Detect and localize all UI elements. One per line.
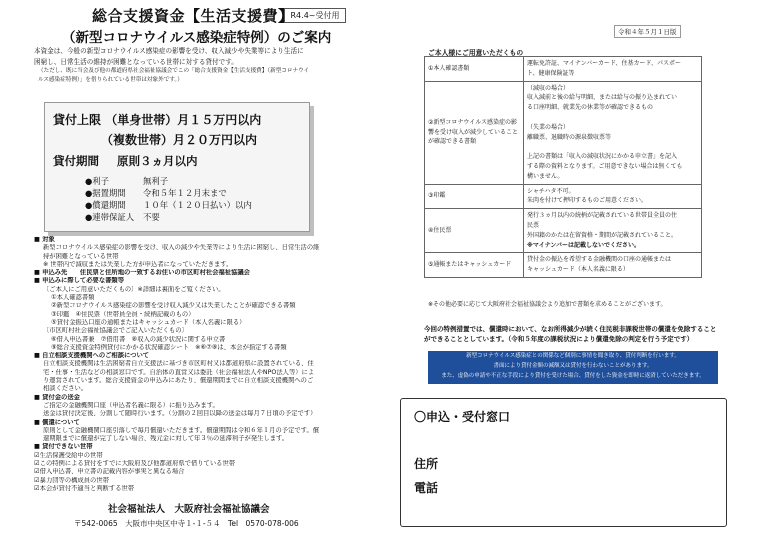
intro-note: （ただし、既に当会及び他の都道府県社会福祉協議会でこの「総合支援資金【生活支援費】（新型コロナウイ	[38, 68, 310, 75]
loan-bullet	[85, 199, 252, 211]
application-window-box	[400, 398, 727, 527]
loan-bullet-value: １０年（１２０日払い）以内	[143, 200, 252, 210]
section-line: ☑本会が貸付不適当と判断する世帯	[34, 484, 135, 492]
special-line: ができることとしています。（令和５年度の課税状況により償還免除の判定を行う予定です）	[424, 335, 694, 343]
section-line: ご指定の金融機関口座（申込者名義に限る）に振り込みます。	[43, 401, 219, 409]
section-line: 〔ご本人にご用意いただくもの〕※詳細は裏面をご覧ください。	[43, 285, 225, 293]
document-detail-line: シャチハタ不可。	[527, 187, 575, 195]
caution-box	[428, 351, 718, 384]
document-detail-line: する際の資料となります。ご用意できない場合は無くても	[527, 162, 683, 170]
document-detail-line: （減収の場合）	[527, 84, 570, 92]
section-line: ①本人確認書類	[51, 294, 95, 302]
section-heading: ■ 申込みに際して必要な書類等	[34, 277, 125, 285]
page-title: 総合支援資金【生活支援費】	[92, 7, 294, 25]
document-detail-line: 外国籍のかたは在留資格・期間が記載されていること。	[527, 231, 678, 239]
loan-bullet-value: 無利子	[143, 176, 169, 186]
section-line: 送金は貸付決定後、分割して随時行います。（分割の２回目以降の送金は毎月７日頃の予定です）	[43, 410, 317, 418]
documents-row	[425, 57, 702, 82]
document-detail-line: 民票	[527, 221, 540, 229]
document-detail	[524, 253, 702, 278]
section-heading: ■ 償還について	[34, 418, 80, 426]
section-heading: ■ 貸付できない世帯	[34, 443, 93, 451]
window-title: 〇申込・受付窓口	[414, 410, 511, 424]
loan-multi-value: （複数世帯）月２０万円以内	[101, 133, 258, 147]
section-line: 新型コロナウイルス感染症の影響を受け、収入の減少や失業等により生活に困窮し、日常生活の維	[43, 244, 320, 252]
loan-period-label: 貸付期間	[53, 154, 99, 168]
document-detail	[524, 57, 702, 82]
section-line: ☑この特例による貸付をすでに大阪府及び他都道府県で借りている世帯	[34, 460, 236, 468]
loan-summary-box	[44, 102, 310, 232]
info-sections	[34, 236, 356, 493]
document-detail	[524, 184, 702, 209]
document-detail-line: 発行３ヵ月以内の続柄が記載されている世帯員全員の住	[527, 212, 678, 220]
section-line: ②新型コロナウイルス感染症の影響を受け収入減少又は失業したことが確認できる書類	[51, 302, 296, 310]
apply-badge: R4.4~受付用	[284, 8, 346, 23]
document-detail-line: 朱肉を付けて押印するものご用意ください。	[527, 197, 648, 205]
loan-single-value: （単身世帯）月１５万円以内	[105, 113, 262, 127]
loan-bullet-value: 令和５年１２月末まで	[143, 188, 227, 198]
document-detail-line: 収入減前と後の給与明細、または給与の振り込まれてい	[527, 94, 678, 102]
document-detail-line: ト、健康保険証等	[527, 69, 575, 77]
loan-period	[53, 153, 198, 169]
intro-text	[34, 46, 356, 84]
section-line: ☑生活保護受給中の世帯	[34, 451, 103, 459]
document-detail-line: 貸付金の振込を希望する金融機関の口座の通帳または	[527, 256, 672, 264]
loan-bullet-key: ●利子	[85, 176, 110, 186]
document-item: ③印鑑	[425, 184, 524, 209]
section-heading: ■ 申込み先 住民票と住所地の一致するお住いの市区町村社会福祉協議会	[34, 269, 250, 277]
section-line: り運営されています。総合支援資金の申込みにあたり、償還期間までに自立相談支援機関へのご	[43, 377, 314, 385]
document-detail-line: ※マイナンバーは記載しないでください。	[527, 241, 640, 249]
section-line: 宅・仕事・生活などの相談窓口です。自治体の直営又は委託（社会福祉法人やNPO法人等）によ	[43, 368, 315, 376]
special-measure-note	[424, 324, 724, 344]
document-detail-line: 運転免許証、マイナンバーカード、住基カード、パスポー	[527, 60, 681, 67]
intro-line: 本資金は、今般の新型コロナウイルス感染症の影響を受け、収入減少や失業等により生活に	[34, 47, 304, 55]
loan-bullet	[85, 187, 227, 199]
page-subtitle: （新型コロナウイルス感染症特例）のご案内	[62, 30, 332, 46]
section-line: 相談ください。	[43, 385, 88, 393]
organization-name: 社会福祉法人 大阪府社会福祉協議会	[108, 504, 270, 515]
loan-bullet	[85, 211, 160, 223]
document-item: ⑤通帳またはキャッシュカード	[425, 253, 524, 278]
section-line: ⑥借入申込書兼 ⑦借用書 ⑧収入の減少状況に関する申立書	[51, 335, 226, 343]
document-item: ④住民票	[425, 209, 524, 253]
loan-bullet-key: ●据置期間	[85, 188, 126, 198]
documents-table	[424, 56, 702, 278]
section-line: 持が困難となっている世帯	[43, 252, 119, 260]
loan-limit-single	[53, 111, 261, 128]
section-line: ☑借入申込書、申立書の記載内容が事実と異なる場合	[34, 468, 185, 476]
section-line: ③印鑑 ④住民票（世帯員全員・続柄記載のもの）	[51, 310, 195, 318]
section-line: ⑨総合支援資金特例貸付にかかる状況確認シート ※⑥⑦⑧は、本会が指定する書類	[51, 343, 287, 351]
document-detail	[524, 209, 702, 253]
documents-row	[425, 253, 702, 278]
intro-line: 困窮し、日常生活の維持が困難となっている世帯に対する貸付です。	[34, 57, 238, 66]
loan-bullet-key: ●連帯保証人	[85, 212, 135, 222]
document-detail	[524, 81, 702, 184]
loan-bullet-key: ●償還期間	[85, 200, 126, 210]
document-detail-line: 離職票、退職時の源泉徴収票等	[527, 133, 612, 141]
document-item: ②新型コロナウイルス感染症の影響を受け収入が減少していることが確認できる書類	[425, 81, 524, 184]
document-detail-line	[527, 113, 698, 123]
address-label: 住所	[414, 457, 439, 471]
section-line: ☑暴力団等の構成員の世帯	[34, 476, 109, 484]
section-line: 原則として金融機関口座引落しで毎月償還いただきます。償還期間は令和６年１月の予定です。償	[43, 426, 320, 434]
section-line: 〔市区町村社会福祉協議会でご記入いただくもの〕	[43, 327, 188, 335]
documents-row	[425, 81, 702, 184]
document-detail-line: る口座明細、就業先の休業等が確認できるもの	[527, 104, 654, 112]
document-detail-line: （失業の場合）	[527, 123, 570, 131]
phone-label: 電話	[414, 481, 439, 495]
section-line: ※ 世帯内で減収または失業した方が申込者になっていただきます。	[43, 260, 233, 268]
caution-line: また、虚偽の申請や不正な手段により貸付を受けた場合、貸付をした資金を即時に返済していただきます。	[441, 373, 705, 379]
organization-address: 〒542-0065 大阪市中央区中寺１-１-５４ Tel 0570-078-006	[74, 519, 299, 528]
documents-row	[425, 209, 702, 253]
document-detail-line	[527, 142, 698, 152]
loan-period-value: 原則３ヵ月以内	[117, 154, 198, 168]
document-item: ①本人確認書類	[425, 57, 524, 82]
table-footnote: ※その他必要に応じて大阪府社会福祉協議会より追加で書類を求めることがございます。	[428, 301, 667, 308]
documents-row	[425, 184, 702, 209]
section-heading: ■ 貸付金の送金	[34, 393, 80, 401]
loan-bullet-value: 不要	[143, 212, 160, 222]
document-detail-line: キャッシュカード（本人名義に限る）	[527, 266, 629, 274]
intro-note: ルス感染症特例）」を借りられている世帯は対象外です。）	[38, 76, 183, 83]
documents-heading: ご本人様にご用意いただくもの	[428, 49, 524, 57]
caution-line: 書面により貸付金額の減額又は貸付を行わないことがあります。	[493, 363, 653, 369]
section-heading: ■ 対象	[34, 236, 55, 243]
section-line: ⑤貸付金振込口座の通帳またはキャッシュカード（本人名義に限る）	[51, 318, 246, 326]
caution-line: 新型コロナウイルス感染症との関係など個別に事情を聞き取り、貸付判断を行います。	[466, 353, 680, 359]
loan-bullet	[85, 175, 168, 187]
version-label: 令和４年５月１日版	[614, 25, 681, 38]
section-line: 還期限までに償還が完了しない場合、残元金に対して年３％の延滞利子が発生します。	[43, 435, 289, 443]
special-line: 今回の特例措置では、償還時において、なお所得減少が続く住民税非課税世帯の償還を免除すること	[424, 325, 717, 333]
section-line: 自立相談支援機関は生活困窮者自立支援法に基づき市区町村又は都道府県に設置されている、住	[43, 360, 314, 368]
loan-limit-label: 貸付上限	[53, 113, 102, 127]
document-detail-line: 上記の書類は「収入の減収状況にかかる申立書」を記入	[527, 153, 678, 161]
document-detail-line: 構いません。	[527, 172, 564, 180]
section-heading: ■ 自立相談支援機関へのご相談について	[34, 352, 150, 360]
